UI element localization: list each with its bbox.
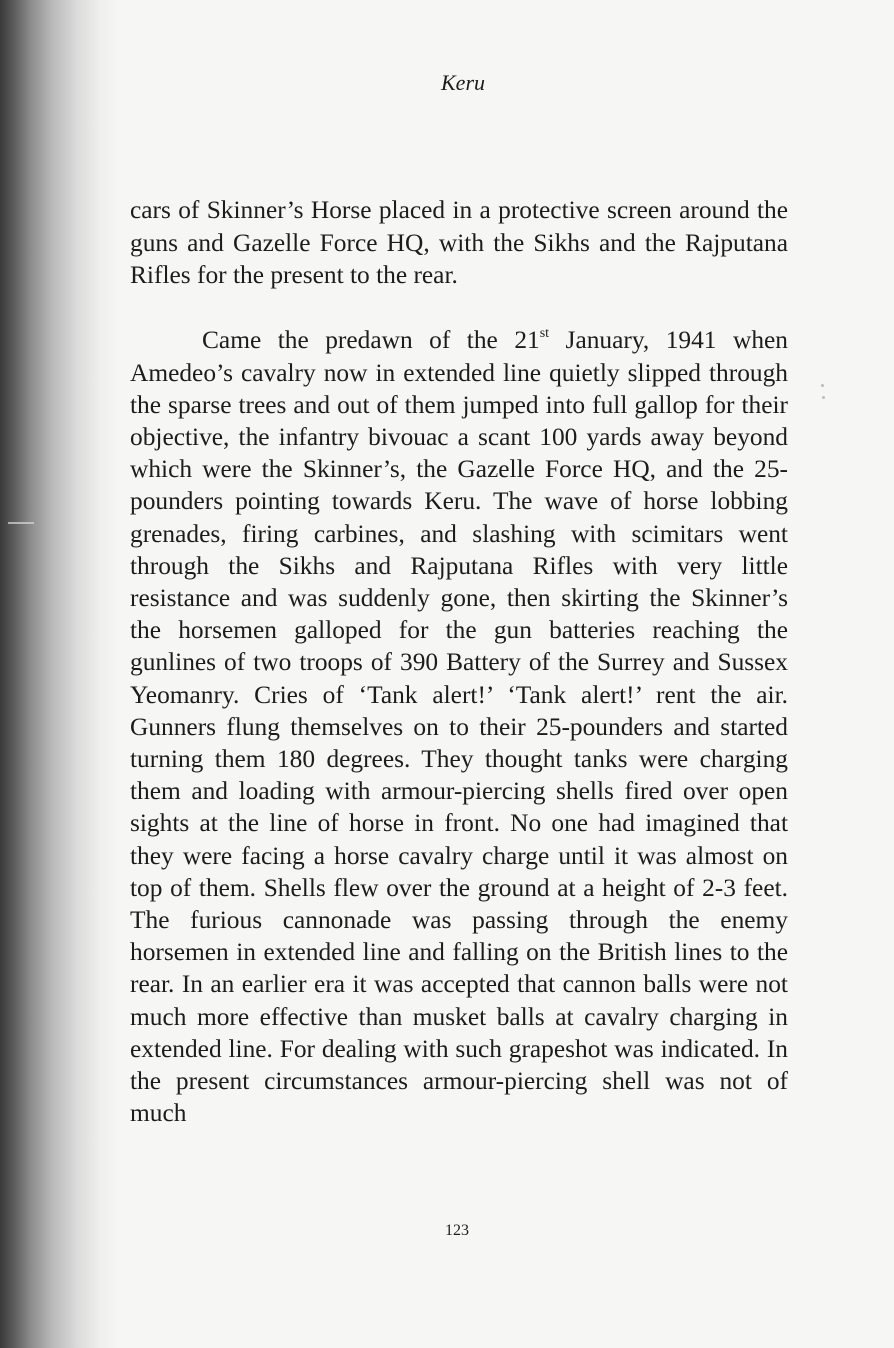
scan-speck xyxy=(822,396,825,399)
page-number: 123 xyxy=(445,1222,469,1239)
running-header: Keru xyxy=(441,70,485,95)
paragraph-1: cars of Skinner’s Horse placed in a protective screen around the guns and Gazelle Force HQ, with the Sikhs and the Rajputana Rifles for the present to the rear. xyxy=(130,196,788,289)
scan-mark xyxy=(8,522,34,524)
paragraph-2-text-start: Came the predawn of the 21 xyxy=(202,326,540,355)
scan-speck xyxy=(821,384,824,387)
ordinal-superscript: st xyxy=(539,325,550,341)
binding-gutter-shadow xyxy=(0,0,120,1348)
paragraph-2-text-rest: January, 1941 when Amedeo’s cavalry now in extended line quietly slipped through the sparse trees and out of them jumped into full gallop for their objective, the infantry bivouac a scant 100 yards away beyond which were the Skinner’s, the Gazelle Force HQ, and the 25-pounders pointing towards Keru. The wave of horse lobbing grenades, firing carbines, and slashing with scimitars went through the Sikhs and Rajputana Rifles with very little resistance and was suddenly gone, then skirting the Skinner’s the horsemen galloped for the gun batteries reaching the gunlines of two troops of 390 Battery of the Surrey and Sussex Yeomanry. Cries of ‘Tank alert!’ ‘Tank alert!’ rent the air. Gunners flung themselves on to their 25-pounders and started turning them 180 degrees. They thought tanks were charging them and loading with armour-piercing shells fired over open sights at the line of horse in front. No one had imagined that they were facing a horse cavalry charge until it was almost on top of them. Shells flew over the ground at a height of 2-3 feet. The furious cannonade was passing through the enemy horsemen in extended line and falling on the British lines to the rear. In an earlier era it was accepted that cannon balls were not much more effective than musket balls at cavalry charging in extended line. For dealing with such grapeshot was indicated. In the present circumstances armour-piercing shell was not of much xyxy=(130,326,788,1128)
paragraph-2 xyxy=(130,324,788,1129)
